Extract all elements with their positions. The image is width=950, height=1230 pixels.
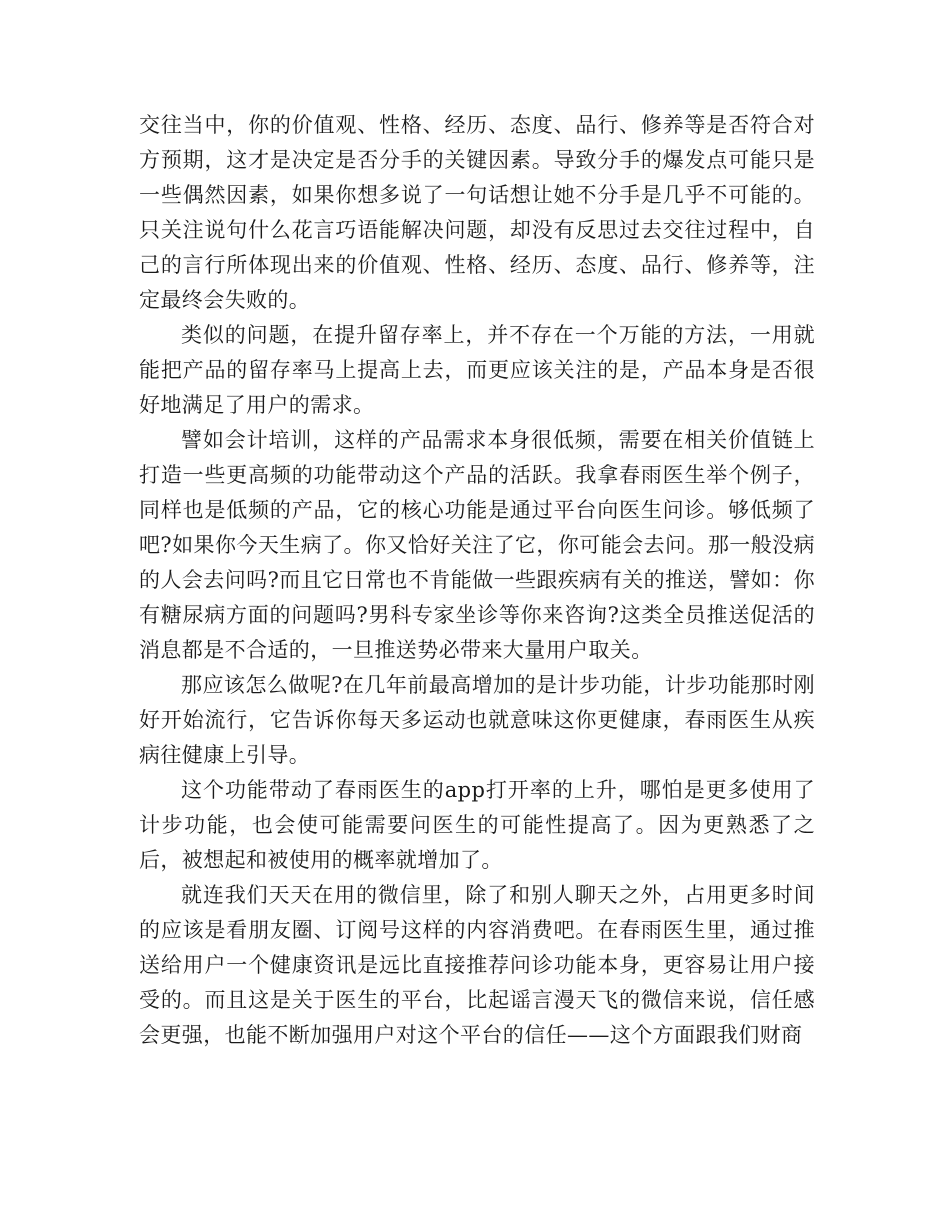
paragraph-2: 类似的问题，在提升留存率上，并不存在一个万能的方法，一用就能把产品的留存率马上提高上去，而更应该关注的是，产品本身是否很好地满足了用户的需求。 — [139, 323, 815, 417]
paragraph-5: 这个功能带动了春雨医生的app打开率的上升，哪怕是更多使用了计步功能，也会使可能需要问医生的可能性提高了。因为更熟悉了之后，被想起和被使用的概率就增加了。 — [139, 778, 815, 872]
paragraph-6: 就连我们天天在用的微信里，除了和别人聊天之外，占用更多时间的应该是看朋友圈、订阅号这样的内容消费吧。在春雨医生里，通过推送给用户一个健康资讯是远比直接推荐问诊功能本身，更容易让用户接受的。而且这是关于医生的平台，比起谣言漫天飞的微信来说，信任感会更强，也能不断加强用户对这个平台的信任——这个方面跟我们财商 — [139, 883, 815, 1047]
paragraph-1: 交往当中，你的价值观、性格、经历、态度、品行、修养等是否符合对方预期，这才是决定是否分手的关键因素。导致分手的爆发点可能只是一些偶然因素，如果你想多说了一句话想让她不分手是几乎不可能的。只关注说句什么花言巧语能解决问题，却没有反思过去交往过程中，自己的言行所体现出来的价值观、性格、经历、态度、品行、修养等，注定最终会失败的。 — [139, 113, 815, 312]
paragraph-3: 譬如会计培训，这样的产品需求本身很低频，需要在相关价值链上打造一些更高频的功能带动这个产品的活跃。我拿春雨医生举个例子，同样也是低频的产品，它的核心功能是通过平台向医生问诊。够低频了吧?如果你今天生病了。你又恰好关注了它，你可能会去问。那一般没病的人会去问吗?而且它日常也不肯能做一些跟疾病有关的推送，譬如：你有糖尿病方面的问题吗?男科专家坐诊等你来咨询?这类全员推送促活的消息都是不合适的，一旦推送势必带来大量用户取关。 — [139, 428, 815, 662]
document-body — [139, 108, 815, 1053]
paragraph-4: 那应该怎么做呢?在几年前最高增加的是计步功能，计步功能那时刚好开始流行，它告诉你每天多运动也就意味这你更健康，春雨医生从疾病往健康上引导。 — [139, 673, 815, 767]
